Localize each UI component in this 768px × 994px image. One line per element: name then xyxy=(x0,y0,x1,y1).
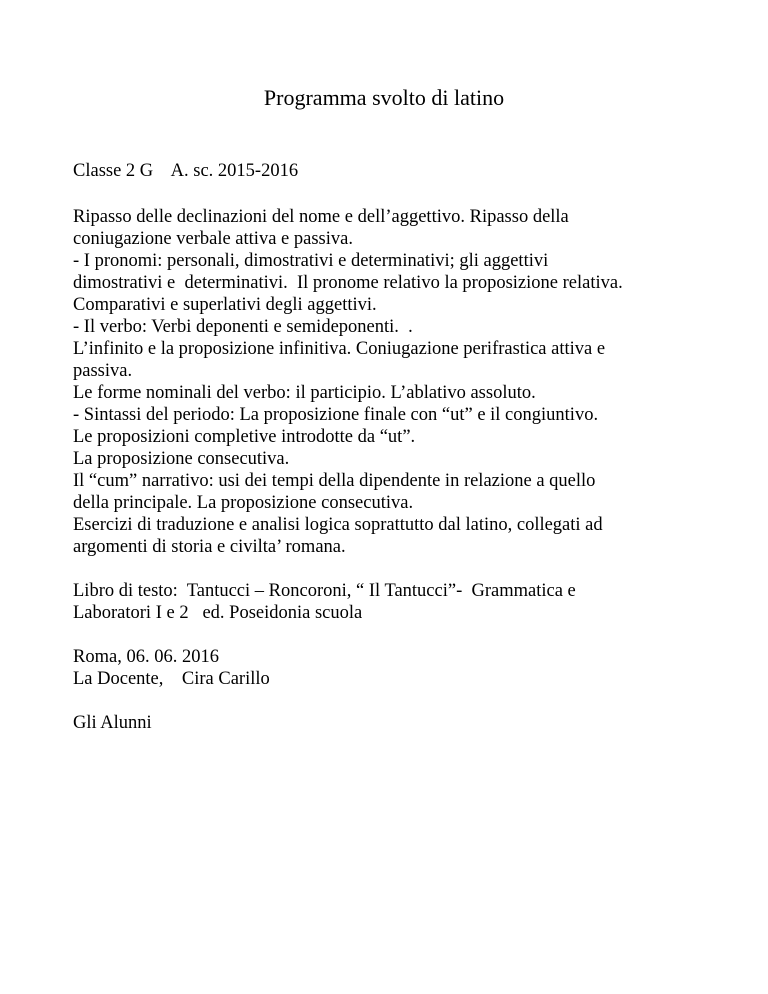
program-line: dimostrativi e determinativi. Il pronome relativo la proposizione relativa. xyxy=(73,273,623,293)
program-line: Il “cum” narrativo: usi dei tempi della dipendente in relazione a quello xyxy=(73,471,596,491)
program-line: - Sintassi del periodo: La proposizione finale con “ut” e il congiuntivo. xyxy=(73,405,599,425)
program-line: Ripasso delle declinazioni del nome e dell’aggettivo. Ripasso della xyxy=(73,207,569,227)
textbook-line: Libro di testo: Tantucci – Roncoroni, “ Il Tantucci”- Grammatica e xyxy=(73,581,576,601)
program-line: - Il verbo: Verbi deponenti e semideponenti. . xyxy=(73,317,413,337)
program-line: Le forme nominali del verbo: il participio. L’ablativo assoluto. xyxy=(73,383,536,403)
teacher-signature-line: La Docente, Cira Carillo xyxy=(73,669,270,689)
program-line: Esercizi di traduzione e analisi logica soprattutto dal latino, collegati ad xyxy=(73,515,603,535)
program-line: argomenti di storia e civilta’ romana. xyxy=(73,537,346,557)
class-year-line: Classe 2 G A. sc. 2015-2016 xyxy=(73,161,299,181)
program-line: Comparativi e superlativi degli aggettivi. xyxy=(73,295,377,315)
program-line: Le proposizioni completive introdotte da “ut”. xyxy=(73,427,416,447)
program-line: La proposizione consecutiva. xyxy=(73,449,290,469)
textbook-line: Laboratori I e 2 ed. Poseidonia scuola xyxy=(73,603,363,623)
students-signature-label: Gli Alunni xyxy=(73,713,152,733)
program-line: passiva. xyxy=(73,361,133,381)
place-date: Roma, 06. 06. 2016 xyxy=(73,647,219,667)
program-line: - I pronomi: personali, dimostrativi e determinativi; gli aggettivi xyxy=(73,251,549,271)
program-line: coniugazione verbale attiva e passiva. xyxy=(73,229,353,249)
program-line: della principale. La proposizione consecutiva. xyxy=(73,493,414,513)
document-title: Programma svolto di latino xyxy=(263,85,505,110)
program-line: L’infinito e la proposizione infinitiva. Coniugazione perifrastica attiva e xyxy=(73,339,606,359)
